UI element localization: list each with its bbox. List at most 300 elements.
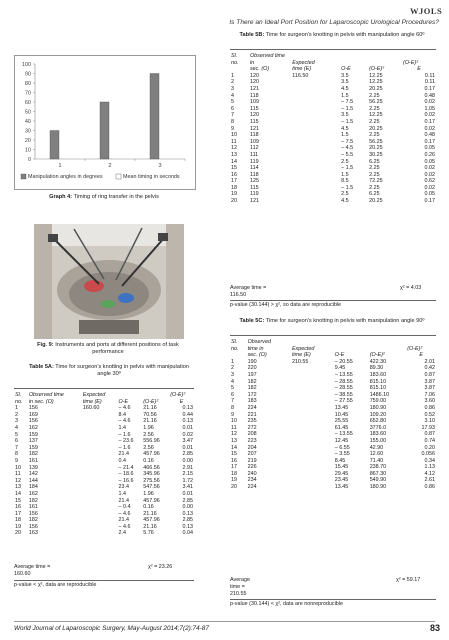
table-row [230, 99, 436, 106]
table-cell: 6.25 [369, 191, 380, 198]
table-row [230, 445, 436, 452]
table5c-title [232, 318, 432, 325]
journal-logo: WJOLS [410, 6, 443, 16]
table-cell: 183.60 [369, 371, 387, 378]
header-cell: time (E) [292, 66, 312, 73]
table-cell: 0.01 [182, 424, 193, 431]
x-tick-label: 3 [158, 163, 162, 169]
table-cell: 182 [247, 385, 257, 392]
table-cell: 17.93 [421, 424, 435, 431]
table-cell: – 7.5 [341, 99, 354, 106]
table-cell: 12.25 [369, 72, 383, 79]
table-cell: 21.4 [118, 497, 129, 504]
table-cell: 6.25 [369, 158, 380, 165]
table-row [230, 385, 436, 392]
header-cell: in sec. (O) [28, 398, 54, 405]
table-cell: 56.25 [369, 99, 383, 106]
table-cell [82, 498, 118, 505]
table5b-header-row2 [230, 60, 436, 67]
table-cell: 3.5 [341, 79, 349, 86]
table-cell: 10.45 [334, 411, 349, 418]
table5b [230, 53, 436, 205]
table-cell: 7.06 [424, 391, 435, 398]
table-cell: – 28.55 [334, 378, 353, 385]
table-cell [291, 145, 340, 152]
table-cell: 9 [231, 411, 234, 418]
x-tick-label: 2 [108, 163, 112, 169]
table-cell: 159 [28, 444, 38, 451]
table-cell: 180.90 [369, 484, 387, 491]
table-cell: 144 [28, 477, 38, 484]
table-cell: 3776.0 [369, 424, 387, 431]
table-row [230, 484, 436, 491]
table-cell [82, 418, 118, 425]
table-cell: 207 [247, 451, 257, 458]
table-cell: 163 [28, 530, 38, 537]
table5b-title-label: Table 5B: [239, 32, 265, 38]
table-row [230, 198, 436, 205]
table-cell: 13 [231, 151, 237, 158]
footer-journal: World Journal of Laparoscopic Surgery, May-August 2014;7(2):74-87 [14, 625, 209, 632]
table-cell [291, 165, 340, 172]
table-cell: 5 [231, 385, 234, 392]
table-cell: 2.61 [424, 477, 435, 484]
table-cell: 20.25 [369, 125, 383, 132]
table-cell: 16 [15, 504, 21, 511]
table-cell: 161 [28, 504, 38, 511]
table-cell: – 18.6 [118, 471, 134, 478]
table-cell [291, 418, 334, 425]
table-cell: 12.45 [334, 437, 349, 444]
table-cell: 111 [249, 151, 259, 158]
chart-svg [15, 56, 195, 189]
table-cell: 21.16 [143, 523, 157, 530]
table-row [230, 86, 436, 93]
table-cell: 0.056 [421, 451, 435, 458]
table-cell: 18 [231, 184, 237, 191]
table-cell: 72.25 [369, 178, 383, 185]
table-row [14, 465, 194, 472]
table-cell: 0.17 [424, 85, 435, 92]
table5a-title-text: Time for surgeon's knotting in pelvis with manipulation angle 30º [55, 364, 189, 377]
table-cell [291, 93, 340, 100]
table-cell: – 4.6 [118, 405, 131, 412]
table-cell: 120 [249, 79, 259, 86]
header-cell: Sl. [15, 392, 22, 398]
table-cell [291, 398, 334, 405]
table-cell [291, 425, 334, 432]
table-cell [291, 365, 334, 372]
table5b-header-row1 [230, 53, 436, 60]
table5c-title-text: Time for surgeon's knotting in pelvis with manipulation angle 90º [265, 318, 425, 324]
table-row [230, 438, 436, 445]
header-cell: (O-E)² [170, 392, 186, 398]
table-cell: 549.90 [369, 477, 387, 484]
table-cell: 2.01 [424, 358, 435, 365]
bar-chart [14, 55, 196, 190]
table-cell: 197 [247, 371, 257, 378]
table-cell: 20.25 [369, 198, 383, 205]
table-cell: 118 [249, 92, 259, 99]
table-cell: 20 [231, 484, 237, 491]
header-cell: no. [231, 59, 239, 66]
table-cell [291, 405, 334, 412]
table-cell [291, 385, 334, 392]
header-cell: E [419, 352, 423, 359]
table-cell: 18 [15, 517, 21, 524]
table-cell: 13.45 [334, 484, 349, 491]
table-row [14, 517, 194, 524]
table-cell: 1.96 [143, 424, 154, 431]
table-cell [82, 517, 118, 524]
table-row [230, 165, 436, 172]
header-cell: Observed time [28, 392, 64, 398]
table-cell: 7 [231, 398, 234, 405]
table-cell: 1 [231, 358, 234, 365]
table-cell: 182 [28, 497, 38, 504]
table-cell: 234 [247, 477, 257, 484]
table-cell: 9 [15, 457, 18, 464]
table5c [230, 339, 436, 491]
table-cell: 0.02 [424, 125, 435, 132]
table-cell [82, 504, 118, 511]
header-cell: (O-E)² [407, 345, 423, 352]
x-tick-label: 1 [58, 163, 62, 169]
table-cell [82, 458, 118, 465]
table-cell: – 28.55 [334, 385, 353, 392]
table-cell: 183.60 [369, 431, 387, 438]
table-cell [82, 524, 118, 531]
table-cell: 115 [249, 105, 259, 112]
table-cell: 0.20 [424, 444, 435, 451]
table-row [14, 511, 194, 518]
table-cell: 867.30 [369, 470, 387, 477]
table-cell: 0.01 [182, 490, 193, 497]
table-cell: 815.10 [369, 385, 387, 392]
table-cell: 182 [247, 378, 257, 385]
table-cell [82, 451, 118, 458]
table-cell: 3 [15, 418, 18, 425]
table-cell: 0.02 [424, 165, 435, 172]
table-cell: 0.05 [424, 158, 435, 165]
table-cell: 226 [247, 464, 257, 471]
table-row [230, 145, 436, 152]
table-cell: 3.60 [424, 398, 435, 405]
table-row [230, 172, 436, 179]
table-cell: 159 [28, 431, 38, 438]
table-cell [291, 99, 340, 106]
table-cell [291, 445, 334, 452]
table-cell: 20.25 [369, 145, 383, 152]
table-cell: 3 [231, 85, 234, 92]
y-tick-label: 20 [24, 138, 31, 144]
table-cell: – 3.55 [334, 451, 350, 458]
fig9-caption-text: Instruments and ports at different positions of task performance [55, 342, 179, 355]
table-cell: 7 [231, 112, 234, 119]
table-cell [291, 172, 340, 179]
table-cell: 759.00 [369, 398, 387, 405]
surgical-setup-image [34, 224, 184, 339]
table5b-note: p-value (30.144) > χ², so data are reproducible [230, 302, 342, 308]
header-cell: E [417, 66, 421, 73]
table-cell: 0.13 [182, 510, 193, 517]
table5c-chi-square: χ² = 59.17 [396, 577, 421, 583]
table-cell: 11 [231, 424, 237, 431]
table-row [230, 418, 436, 425]
table-cell: – 27.55 [334, 398, 353, 405]
table-cell: 0.87 [424, 431, 435, 438]
table-cell: 204 [247, 444, 257, 451]
table5a-chi-square: χ² = 23.26 [148, 564, 173, 570]
y-tick-label: 100 [21, 62, 31, 68]
table-cell: – 4.6 [118, 418, 131, 425]
table-cell: 2.85 [182, 497, 193, 504]
table-row [230, 477, 436, 484]
table-row [14, 530, 194, 537]
table-cell: 0.17 [424, 118, 435, 125]
header-cell: E [179, 398, 184, 405]
legend-swatch-timing [116, 174, 121, 179]
table-cell [82, 412, 118, 419]
header-cell: O-E [118, 398, 129, 405]
table-cell [291, 112, 340, 119]
table-row [230, 379, 436, 386]
table-cell [291, 471, 334, 478]
table-cell: 118 [249, 171, 259, 178]
table-cell: 109 [249, 138, 259, 145]
y-tick-label: 80 [24, 81, 31, 87]
y-tick-label: 0 [27, 157, 31, 163]
table-cell: 0.16 [143, 504, 154, 511]
table-row [230, 159, 436, 166]
table-cell: 125 [249, 178, 259, 185]
table-cell: 466.56 [143, 464, 160, 471]
table-cell [291, 458, 334, 465]
table5a-title [24, 364, 194, 378]
table-cell: 19 [15, 523, 21, 530]
table-cell: 0.13 [182, 523, 193, 530]
table5a-average-value: 160.60 [14, 571, 31, 577]
table-cell: – 16.6 [118, 477, 134, 484]
table-row [230, 464, 436, 471]
table-cell: 12 [231, 431, 237, 438]
table-cell: 556.96 [143, 438, 160, 445]
table-cell [291, 477, 334, 484]
table-row [230, 191, 436, 198]
table-cell: 652.80 [369, 418, 387, 425]
table-row [14, 451, 194, 458]
table5c-header-row2 [230, 346, 436, 353]
table-cell: 21.4 [118, 517, 129, 524]
legend-label-angles: Manipulation angles in degrees [28, 174, 103, 180]
header-cell: no. [231, 345, 239, 352]
table5a-note: p-value < χ², data are reproducible [14, 582, 97, 588]
table-row [230, 412, 436, 419]
table-cell: 1.4 [118, 490, 126, 497]
table-cell: 3.87 [424, 378, 435, 385]
y-tick-label: 50 [24, 109, 31, 116]
table5b-header-row3 [230, 66, 436, 73]
table-cell: 2.25 [369, 118, 380, 125]
table-cell [82, 491, 118, 498]
header-cell: time (E) [82, 398, 102, 405]
table-cell: – 13.55 [334, 371, 353, 378]
table-cell: 1.4 [118, 424, 126, 431]
table-cell: 0.11 [424, 79, 435, 86]
table-cell: 0.13 [182, 418, 193, 425]
table-cell: 112 [249, 145, 259, 152]
table-cell [82, 484, 118, 491]
table-row [14, 498, 194, 505]
table5a-average-label: Average time = [14, 564, 51, 570]
table-cell: 10 [15, 464, 21, 471]
table-row [230, 93, 436, 100]
table-cell: 2 [15, 411, 18, 418]
header-cell: (O-E)² [369, 352, 385, 359]
table-cell: – 13.55 [334, 431, 353, 438]
table-cell: 115 [249, 118, 259, 125]
table-cell: 0.02 [424, 184, 435, 191]
table-cell: 19 [231, 191, 237, 198]
table-cell: 0.11 [424, 72, 435, 79]
header-cell: Expected [82, 392, 106, 398]
table-cell [291, 86, 340, 93]
table-cell: 275.56 [143, 477, 160, 484]
table-cell: 224 [247, 404, 257, 411]
table-cell: 71.40 [369, 457, 384, 464]
table-cell: 14 [231, 444, 237, 451]
table-row [230, 451, 436, 458]
table-cell [82, 471, 118, 478]
table-cell: 23.45 [334, 477, 349, 484]
table-cell: 21.4 [118, 451, 129, 458]
table-cell: 3.41 [182, 484, 193, 491]
table-cell: 0.05 [424, 191, 435, 198]
header-cell: Expected [292, 59, 315, 66]
table-cell: 155.00 [369, 437, 387, 444]
table-cell: 10 [231, 418, 237, 425]
table-cell: 121 [249, 125, 259, 132]
table5b-body [230, 73, 436, 205]
table5a-header-row2 [14, 399, 194, 406]
table-cell: – 4.6 [118, 523, 131, 530]
table-cell: 15.45 [334, 464, 349, 471]
table-row [14, 524, 194, 531]
table-cell: 4.5 [341, 125, 349, 132]
table-cell: 61.45 [334, 424, 349, 431]
table-cell: – 4.6 [118, 510, 131, 517]
table-cell: 2.56 [143, 431, 154, 438]
table-cell [291, 464, 334, 471]
table-cell: 0.44 [182, 411, 193, 418]
table-cell [291, 438, 334, 445]
table-row [230, 73, 436, 80]
table-cell: – 0.4 [118, 504, 131, 511]
table-row [230, 112, 436, 119]
table-cell: 10 [231, 132, 237, 139]
header-cell: Sl. [231, 53, 238, 59]
table-cell: 16 [231, 171, 237, 178]
table-row [14, 504, 194, 511]
header-cell [118, 392, 143, 399]
table-cell: 12.25 [369, 112, 383, 119]
table-cell: 172 [247, 391, 257, 398]
table-row [230, 359, 436, 366]
table-cell: 25.55 [334, 418, 349, 425]
table-cell: 1.05 [424, 105, 435, 112]
y-tick-label: 40 [24, 119, 31, 125]
table-cell: 21.16 [143, 405, 157, 412]
table-cell: – 1.5 [341, 165, 354, 172]
table-row [14, 438, 194, 445]
legend-label-timing: Mean timing in seconds [123, 174, 180, 180]
header-cell: sec. (O) [249, 66, 270, 73]
table5b-title [232, 32, 432, 39]
table5b-average-label: Average time = [230, 285, 267, 291]
table-cell: 6 [15, 438, 18, 445]
table-cell: 20 [231, 198, 237, 205]
table-cell: 2.15 [182, 471, 193, 478]
table-row [230, 431, 436, 438]
table-cell: 121 [249, 85, 259, 92]
table-cell: 1.72 [182, 477, 193, 484]
table-row [230, 458, 436, 465]
table-cell: 4 [231, 378, 234, 385]
table5a-header-row1 [14, 392, 194, 399]
table-row [230, 132, 436, 139]
table-cell: 3.87 [424, 385, 435, 392]
table-cell: 2.25 [369, 132, 380, 139]
fig9-caption [28, 342, 188, 356]
table-cell: – 21.4 [118, 464, 134, 471]
table-cell: 182 [28, 517, 38, 524]
table-cell [82, 438, 118, 445]
table-cell: 219 [247, 457, 257, 464]
table-cell: 0.48 [424, 132, 435, 139]
table-cell: 29.45 [334, 470, 349, 477]
table-cell [82, 432, 118, 439]
table-cell [291, 379, 334, 386]
table-cell: 116.50 [292, 72, 309, 79]
table-cell [291, 178, 340, 185]
table-cell: 56.25 [369, 138, 383, 145]
running-title: Is There an Ideal Port Position for Laparoscopic Urological Procedures? [229, 19, 439, 26]
table-cell: 12 [15, 477, 21, 484]
table-cell: 0.87 [424, 371, 435, 378]
table-cell: 7 [15, 444, 18, 451]
table-row [14, 405, 194, 412]
table-cell: 156 [28, 418, 38, 425]
table-cell [291, 152, 340, 159]
table-cell: 11 [231, 138, 237, 145]
table-cell: 156 [28, 523, 38, 530]
table5c-average-label-2: time = [230, 584, 245, 590]
table-cell [291, 372, 334, 379]
table-cell [291, 431, 334, 438]
table-cell: 0.52 [424, 411, 435, 418]
table-cell: 2.5 [341, 158, 349, 165]
table-cell: 8.4 [118, 411, 126, 418]
table-cell: 162 [28, 490, 38, 497]
table-cell: 137 [28, 438, 38, 445]
table5a-body [14, 405, 194, 537]
table-cell: 0.42 [424, 365, 435, 372]
table-cell: 235 [247, 418, 257, 425]
table-cell: 169 [28, 411, 38, 418]
table-cell [291, 191, 340, 198]
table-cell: 0.02 [424, 112, 435, 119]
header-cell: in [249, 59, 255, 66]
